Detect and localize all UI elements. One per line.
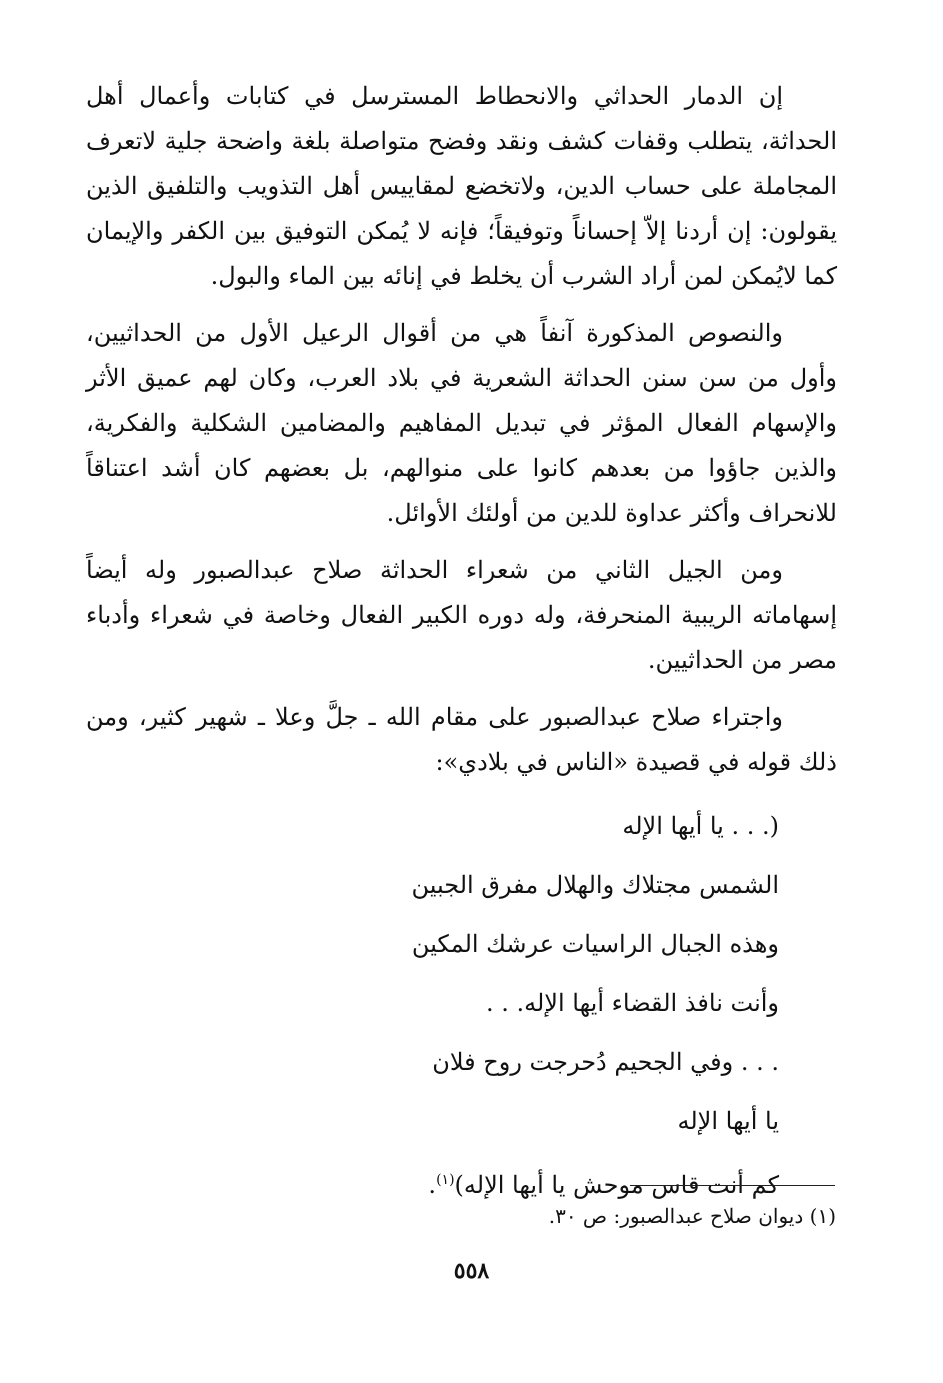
main-text — [86, 74, 837, 1210]
poem-line-5: . . . وفي الجحيم دُحرجت روح فلان — [432, 1048, 779, 1076]
poem-line-7-text: كم أنت قاس موحش يا أيها الإله) — [454, 1171, 779, 1199]
paragraph-1: إن الدمار الحداثي والانحطاط المسترسل في كتابات وأعمال أهل الحداثة، يتطلب وقفات كشف ونقد وفضح متواصلة بلغة واضحة جلية لاتعرف المجاملة على حساب الدين، ولاتخضع لمقاييس أهل التذويب والتلفيق الذين يقولون: إن أردنا إلاّ إحساناً وتوفيقاً؛ فإنه لا يُمكن التوفيق بين الكفر والإيمان كما لايُمكن لمن أراد الشرب أن يخلط في إنائه بين الماء والبول. — [86, 82, 837, 290]
page-number: ٥٥٨ — [453, 1258, 490, 1284]
footnote-reference: (١) — [436, 1172, 455, 1188]
paragraph-3: ومن الجيل الثاني من شعراء الحداثة صلاح عبدالصبور وله أيضاً إسهاماته الريبية المنحرفة، وله دوره الكبير الفعال وخاصة في شعراء وأدباء مصر من الحداثيين. — [86, 556, 837, 674]
poem-line-2: الشمس مجتلاك والهلال مفرق الجبين — [411, 871, 779, 899]
poem-quote — [86, 797, 837, 1210]
poem-line-3: وهذه الجبال الراسيات عرشك المكين — [411, 930, 779, 958]
paragraph-2: والنصوص المذكورة آنفاً هي من أقوال الرعيل الأول من الحداثيين، وأول من سن سنن الحداثة الشعرية في بلاد العرب، وكان لهم عميق الأثر والإسهام الفعال المؤثر في تبديل المفاهيم والمضامين الشكلية والفكرية، والذين جاؤوا من بعدهم كانوا على منوالهم، بل بعضهم كان أشد اعتناقاً للانحراف وأكثر عداوة للدين من أولئك الأوائل. — [86, 319, 838, 527]
poem-line-6: يا أيها الإله — [677, 1107, 779, 1135]
footnote-divider — [630, 1185, 835, 1186]
poem-end-punct: . — [428, 1171, 437, 1199]
poem-line-1: (. . . يا أيها الإله — [622, 812, 779, 840]
paragraph-4: واجتراء صلاح عبدالصبور على مقام الله ـ جلَّ وعلا ـ شهير كثير، ومن ذلك قوله في قصيدة «الناس في بلادي»: — [86, 703, 837, 776]
poem-line-4: وأنت نافذ القضاء أيها الإله. . . — [485, 989, 779, 1017]
footnote: (١) ديوان صلاح عبدالصبور: ص ٣٠. — [548, 1204, 836, 1228]
